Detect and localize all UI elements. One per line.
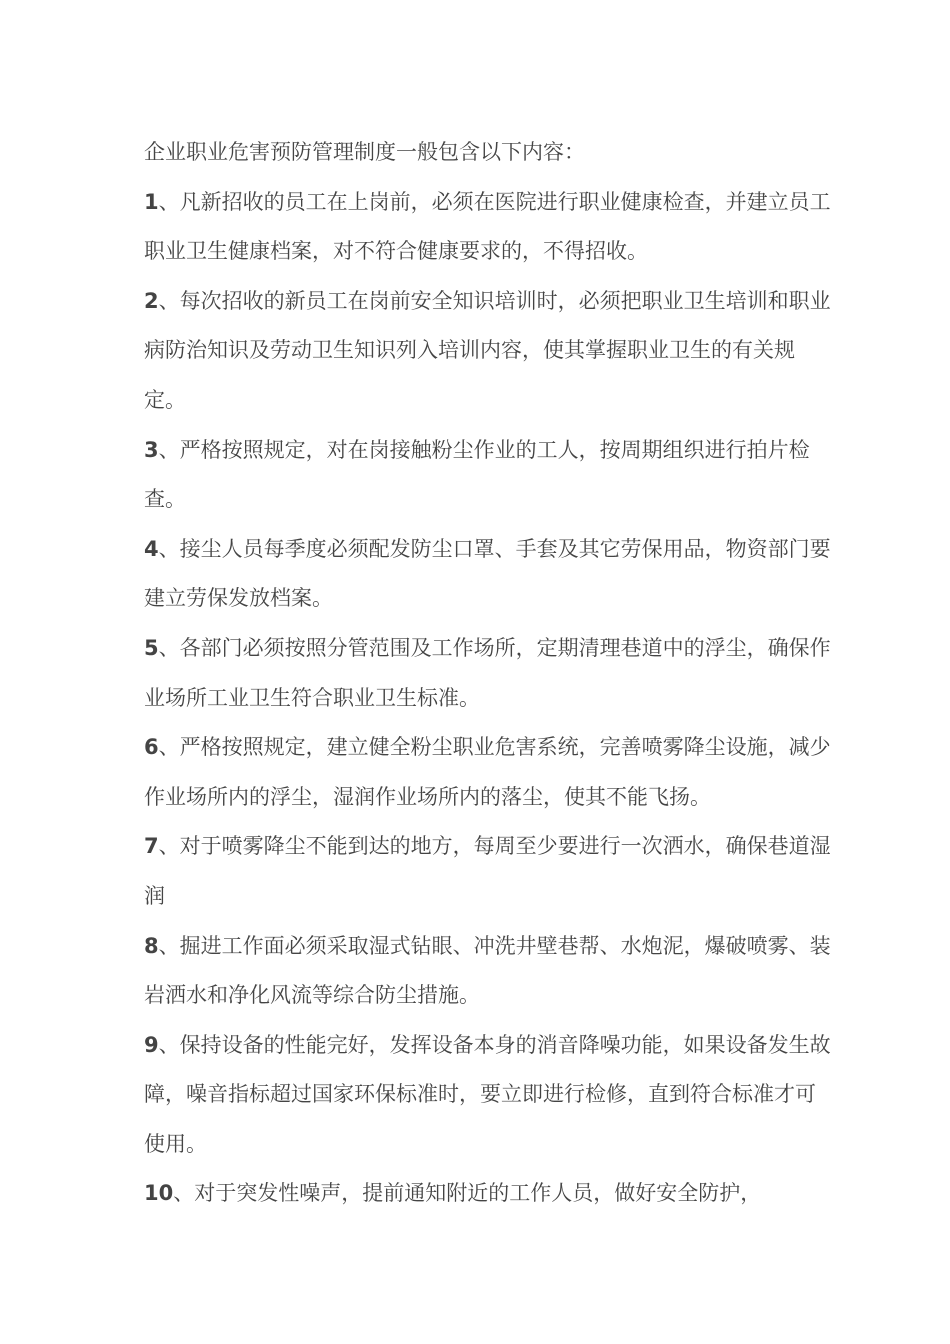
- item-text: 对于突发性噪声，提前通知附近的工作人员，做好安全防护，: [194, 1181, 762, 1206]
- item-separator: 、: [158, 735, 180, 760]
- item-number: 2: [144, 288, 159, 313]
- item-number: 4: [144, 536, 159, 561]
- item-number: 1: [144, 189, 159, 214]
- item-separator: 、: [158, 933, 180, 958]
- list-item-10: [144, 1169, 834, 1219]
- item-text: 保持设备的性能完好，发挥设备本身的消音降噪功能，如果设备发生故障，噪音指标超过国家环保标准时，要立即进行检修，直到符合标准才可使用。: [144, 1032, 831, 1156]
- item-number: 3: [144, 437, 159, 462]
- document-body: [144, 128, 834, 1219]
- list-item-9: [144, 1021, 834, 1170]
- item-separator: 、: [158, 834, 180, 859]
- item-number: 6: [144, 735, 159, 760]
- item-separator: 、: [158, 635, 180, 660]
- item-text: 接尘人员每季度必须配发防尘口罩、手套及其它劳保用品，物资部门要建立劳保发放档案。: [144, 536, 831, 611]
- item-number: 10: [144, 1181, 174, 1206]
- item-separator: 、: [158, 536, 180, 561]
- item-separator: 、: [158, 288, 180, 313]
- list-item-7: [144, 822, 834, 921]
- item-separator: 、: [158, 437, 180, 462]
- item-separator: 、: [173, 1181, 195, 1206]
- list-item-5: [144, 624, 834, 723]
- list-item-1: [144, 178, 834, 277]
- intro-line: 企业职业危害预防管理制度一般包含以下内容：: [144, 140, 585, 164]
- item-number: 7: [144, 834, 159, 859]
- item-number: 9: [144, 1032, 159, 1057]
- item-text: 各部门必须按照分管范围及工作场所，定期清理巷道中的浮尘，确保作业场所工业卫生符合职业卫生标准。: [144, 635, 831, 710]
- list-item-3: [144, 426, 834, 525]
- item-separator: 、: [158, 1032, 180, 1057]
- list-item-2: [144, 277, 834, 426]
- list-item-4: [144, 525, 834, 624]
- item-text: 每次招收的新员工在岗前安全知识培训时，必须把职业卫生培训和职业病防治知识及劳动卫生知识列入培训内容，使其掌握职业卫生的有关规定。: [144, 288, 831, 412]
- item-text: 凡新招收的员工在上岗前，必须在医院进行职业健康检查，并建立员工职业卫生健康档案，对不符合健康要求的，不得招收。: [144, 189, 831, 264]
- item-number: 8: [144, 933, 159, 958]
- list-item-6: [144, 723, 834, 822]
- item-text: 严格按照规定，对在岗接触粉尘作业的工人，按周期组织进行拍片检查。: [144, 437, 810, 512]
- item-text: 对于喷雾降尘不能到达的地方，每周至少要进行一次洒水，确保巷道湿润: [144, 834, 831, 908]
- item-text: 严格按照规定，建立健全粉尘职业危害系统，完善喷雾降尘设施，减少作业场所内的浮尘，湿润作业场所内的落尘，使其不能飞扬。: [144, 735, 831, 809]
- item-number: 5: [144, 635, 159, 660]
- item-separator: 、: [158, 189, 180, 214]
- list-item-8: [144, 922, 834, 1021]
- item-text: 掘进工作面必须采取湿式钻眼、冲洗井壁巷帮、水炮泥，爆破喷雾、装岩洒水和净化风流等综合防尘措施。: [144, 933, 831, 1008]
